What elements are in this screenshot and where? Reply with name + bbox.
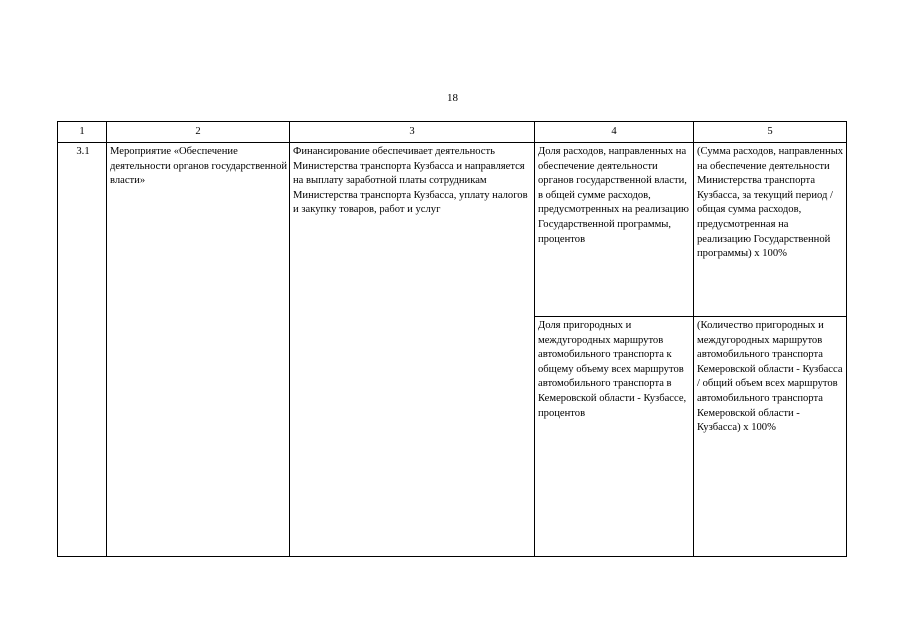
row-number: 3.1 — [58, 143, 107, 557]
event-name-cell: Мероприятие «Обеспечение деятельности органов государственной власти» — [107, 143, 290, 557]
indicator-formula-cell: (Количество пригородных и междугородных маршрутов автомобильного транспорта Кемеровской области - Кузбасса / общий объем всех маршрутов автомобильного транспорта Кемеровской области - Кузбасса) x 100% — [694, 317, 847, 557]
header-col-4: 4 — [535, 122, 694, 143]
table-header-row — [58, 122, 847, 143]
header-col-3: 3 — [290, 122, 535, 143]
indicators-table — [57, 121, 847, 557]
indicator-name-cell: Доля пригородных и междугородных маршрутов автомобильного транспорта к общему объему всех маршрутов автомобильного транспорта в Кемеровской области - Кузбассе, процентов — [535, 317, 694, 557]
indicator-name-cell: Доля расходов, направленных на обеспечение деятельности органов государственной власти, в общей сумме расходов, предусмотренных на реализацию Государственной программы, процентов — [535, 143, 694, 317]
header-col-2: 2 — [107, 122, 290, 143]
header-col-1: 1 — [58, 122, 107, 143]
table-row — [58, 143, 847, 317]
financing-description-cell: Финансирование обеспечивает деятельность Министерства транспорта Кузбасса и направляется на выплату заработной платы сотрудникам Министерства транспорта Кузбасса, уплату налогов и закупку товаров, работ и услуг — [290, 143, 535, 557]
header-col-5: 5 — [694, 122, 847, 143]
page-number: 18 — [447, 92, 458, 104]
indicator-formula-cell: (Сумма расходов, направленных на обеспечение деятельности Министерства транспорта Кузбасса, за текущий период / общая сумма расходов, предусмотренная на реализацию Государственной программы) x 100% — [694, 143, 847, 317]
